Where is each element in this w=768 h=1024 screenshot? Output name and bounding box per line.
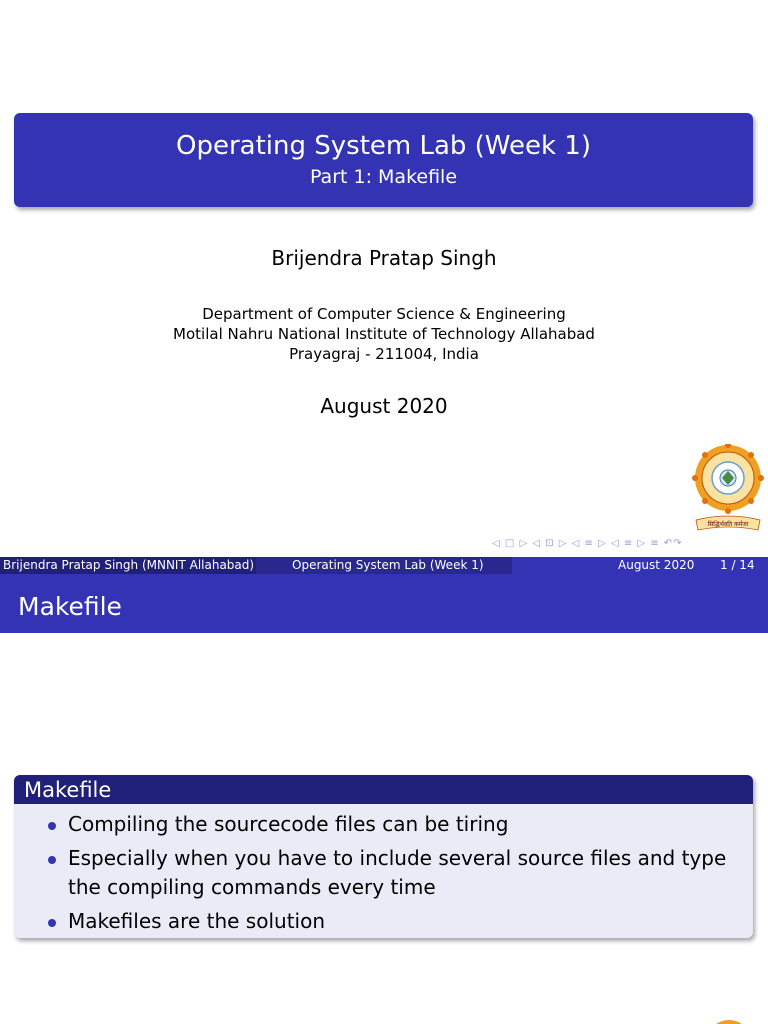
presentation-title: Operating System Lab (Week 1) [176,131,591,161]
footer-author: Brijendra Pratap Singh (MNNIT Allahabad) [0,557,256,574]
block-title: Makefile [14,775,753,804]
frame-title: Makefile [0,574,768,633]
bullet-icon [48,822,56,830]
footer-title: Operating System Lab (Week 1) [256,557,512,574]
presentation-date: August 2020 [320,394,448,418]
logo-motto: सिद्धिर्भवति कर्मजा [707,521,749,528]
footer-bar [0,557,768,574]
list-item: Makefiles are the solution [46,907,753,936]
bullet-icon [48,919,56,927]
title-box [14,113,753,207]
beamer-navigation[interactable]: ◁ □ ▷ ◁ ⊡ ▷ ◁ ≡ ▷ ◁ ≡ ▷ ≡ ↶↷ [492,538,683,549]
makefile-block [14,775,753,938]
presentation-subtitle: Part 1: Makefile [309,166,458,188]
institute-line-1: Department of Computer Science & Engineering [202,305,566,323]
institute-logo-partial [704,1012,754,1024]
footer-date-page [512,557,768,574]
author-name: Brijendra Pratap Singh [271,246,497,270]
institute-logo [692,444,764,534]
footer-date: August 2020 [618,558,695,572]
institute-block [0,304,768,364]
institute-line-3: Prayagraj - 211004, India [289,345,479,363]
list-item: Compiling the sourcecode files can be tiring [46,810,753,839]
bullet-list [14,804,753,936]
footer-page-number: 1 / 14 [720,558,755,572]
list-item: Especially when you have to include several source files and type the compiling commands every time [46,844,753,902]
bullet-icon [48,856,56,864]
institute-line-2: Motilal Nahru National Institute of Technology Allahabad [173,325,595,343]
